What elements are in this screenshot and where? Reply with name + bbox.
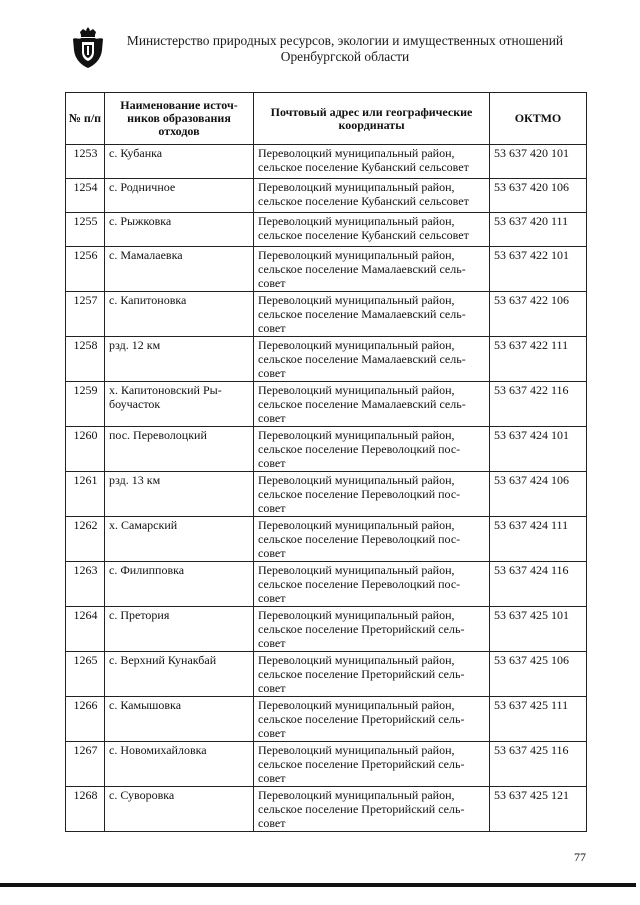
row-number: 1267 bbox=[66, 742, 105, 787]
col-header-address: Почтовый адрес или географические координаты bbox=[254, 93, 490, 145]
row-number: 1268 bbox=[66, 787, 105, 832]
table-row bbox=[66, 213, 587, 247]
row-oktmo: 53 637 420 101 bbox=[490, 145, 587, 179]
table-row bbox=[66, 472, 587, 517]
table-header-row bbox=[66, 93, 587, 145]
table-row bbox=[66, 787, 587, 832]
row-source-name: с. Родничное bbox=[105, 179, 254, 213]
row-address: Переволоцкий муниципальный район, сельское поселение Переволоцкий пос-совет bbox=[254, 517, 490, 562]
row-address: Переволоцкий муниципальный район, сельское поселение Преторийский сель-совет bbox=[254, 742, 490, 787]
row-oktmo: 53 637 425 121 bbox=[490, 787, 587, 832]
col-header-number: № п/п bbox=[66, 93, 105, 145]
row-source-name: рзд. 12 км bbox=[105, 337, 254, 382]
row-oktmo: 53 637 425 116 bbox=[490, 742, 587, 787]
table-row bbox=[66, 697, 587, 742]
row-address: Переволоцкий муниципальный район, сельское поселение Мамалаевский сель-совет bbox=[254, 337, 490, 382]
table-row bbox=[66, 652, 587, 697]
row-number: 1259 bbox=[66, 382, 105, 427]
table-row bbox=[66, 179, 587, 213]
row-oktmo: 53 637 425 101 bbox=[490, 607, 587, 652]
row-number: 1265 bbox=[66, 652, 105, 697]
row-source-name: с. Камышовка bbox=[105, 697, 254, 742]
table-row bbox=[66, 382, 587, 427]
row-source-name: с. Филипповка bbox=[105, 562, 254, 607]
row-oktmo: 53 637 424 111 bbox=[490, 517, 587, 562]
row-number: 1260 bbox=[66, 427, 105, 472]
row-oktmo: 53 637 425 106 bbox=[490, 652, 587, 697]
table-row bbox=[66, 145, 587, 179]
col-header-source-name: Наименование источ-ников образования отходов bbox=[105, 93, 254, 145]
row-address: Переволоцкий муниципальный район, сельское поселение Мамалаевский сель-совет bbox=[254, 292, 490, 337]
table-row bbox=[66, 742, 587, 787]
row-number: 1263 bbox=[66, 562, 105, 607]
row-address: Переволоцкий муниципальный район, сельское поселение Кубанский сельсовет bbox=[254, 213, 490, 247]
table-row bbox=[66, 607, 587, 652]
row-source-name: рзд. 13 км bbox=[105, 472, 254, 517]
row-source-name: с. Претория bbox=[105, 607, 254, 652]
row-source-name: х. Капитоновский Ры-боучасток bbox=[105, 382, 254, 427]
row-number: 1262 bbox=[66, 517, 105, 562]
row-oktmo: 53 637 420 111 bbox=[490, 213, 587, 247]
row-source-name: с. Мамалаевка bbox=[105, 247, 254, 292]
row-address: Переволоцкий муниципальный район, сельское поселение Кубанский сельсовет bbox=[254, 179, 490, 213]
row-address: Переволоцкий муниципальный район, сельское поселение Переволоцкий пос-совет bbox=[254, 562, 490, 607]
row-number: 1261 bbox=[66, 472, 105, 517]
row-address: Переволоцкий муниципальный район, сельское поселение Преторийский сель-совет bbox=[254, 607, 490, 652]
row-oktmo: 53 637 425 111 bbox=[490, 697, 587, 742]
row-oktmo: 53 637 424 106 bbox=[490, 472, 587, 517]
ministry-header bbox=[110, 33, 580, 65]
row-address: Переволоцкий муниципальный район, сельское поселение Мамалаевский сель-совет bbox=[254, 382, 490, 427]
row-source-name: с. Новомихайловка bbox=[105, 742, 254, 787]
row-oktmo: 53 637 422 111 bbox=[490, 337, 587, 382]
row-source-name: с. Кубанка bbox=[105, 145, 254, 179]
page-number: 77 bbox=[574, 850, 586, 864]
coat-of-arms-icon bbox=[72, 26, 104, 70]
row-source-name: с. Рыжковка bbox=[105, 213, 254, 247]
table-row bbox=[66, 247, 587, 292]
row-number: 1266 bbox=[66, 697, 105, 742]
row-address: Переволоцкий муниципальный район, сельское поселение Преторийский сель-совет bbox=[254, 652, 490, 697]
row-oktmo: 53 637 422 106 bbox=[490, 292, 587, 337]
waste-sources-table bbox=[65, 92, 587, 832]
row-number: 1258 bbox=[66, 337, 105, 382]
row-source-name: пос. Переволоцкий bbox=[105, 427, 254, 472]
table-row bbox=[66, 292, 587, 337]
row-number: 1256 bbox=[66, 247, 105, 292]
row-oktmo: 53 637 420 106 bbox=[490, 179, 587, 213]
table-row bbox=[66, 517, 587, 562]
row-address: Переволоцкий муниципальный район, сельское поселение Переволоцкий пос-совет bbox=[254, 472, 490, 517]
row-source-name: х. Самарский bbox=[105, 517, 254, 562]
row-address: Переволоцкий муниципальный район, сельское поселение Преторийский сель-совет bbox=[254, 787, 490, 832]
row-source-name: с. Суворовка bbox=[105, 787, 254, 832]
row-number: 1254 bbox=[66, 179, 105, 213]
table-row bbox=[66, 337, 587, 382]
row-address: Переволоцкий муниципальный район, сельское поселение Кубанский сельсовет bbox=[254, 145, 490, 179]
table-row bbox=[66, 427, 587, 472]
row-address: Переволоцкий муниципальный район, сельское поселение Мамалаевский сель-совет bbox=[254, 247, 490, 292]
row-address: Переволоцкий муниципальный район, сельское поселение Преторийский сель-совет bbox=[254, 697, 490, 742]
row-oktmo: 53 637 422 101 bbox=[490, 247, 587, 292]
table-row bbox=[66, 562, 587, 607]
row-oktmo: 53 637 424 116 bbox=[490, 562, 587, 607]
footer-rule bbox=[0, 883, 636, 887]
row-source-name: с. Верхний Кунакбай bbox=[105, 652, 254, 697]
row-number: 1255 bbox=[66, 213, 105, 247]
ministry-name-line2: Оренбургской области bbox=[280, 49, 410, 64]
row-number: 1257 bbox=[66, 292, 105, 337]
row-number: 1264 bbox=[66, 607, 105, 652]
row-oktmo: 53 637 424 101 bbox=[490, 427, 587, 472]
row-address: Переволоцкий муниципальный район, сельское поселение Переволоцкий пос-совет bbox=[254, 427, 490, 472]
row-source-name: с. Капитоновка bbox=[105, 292, 254, 337]
row-oktmo: 53 637 422 116 bbox=[490, 382, 587, 427]
ministry-name-line1: Министерство природных ресурсов, экологии и имущественных отношений bbox=[126, 33, 564, 48]
col-header-oktmo: ОКТМО bbox=[490, 93, 587, 145]
row-number: 1253 bbox=[66, 145, 105, 179]
